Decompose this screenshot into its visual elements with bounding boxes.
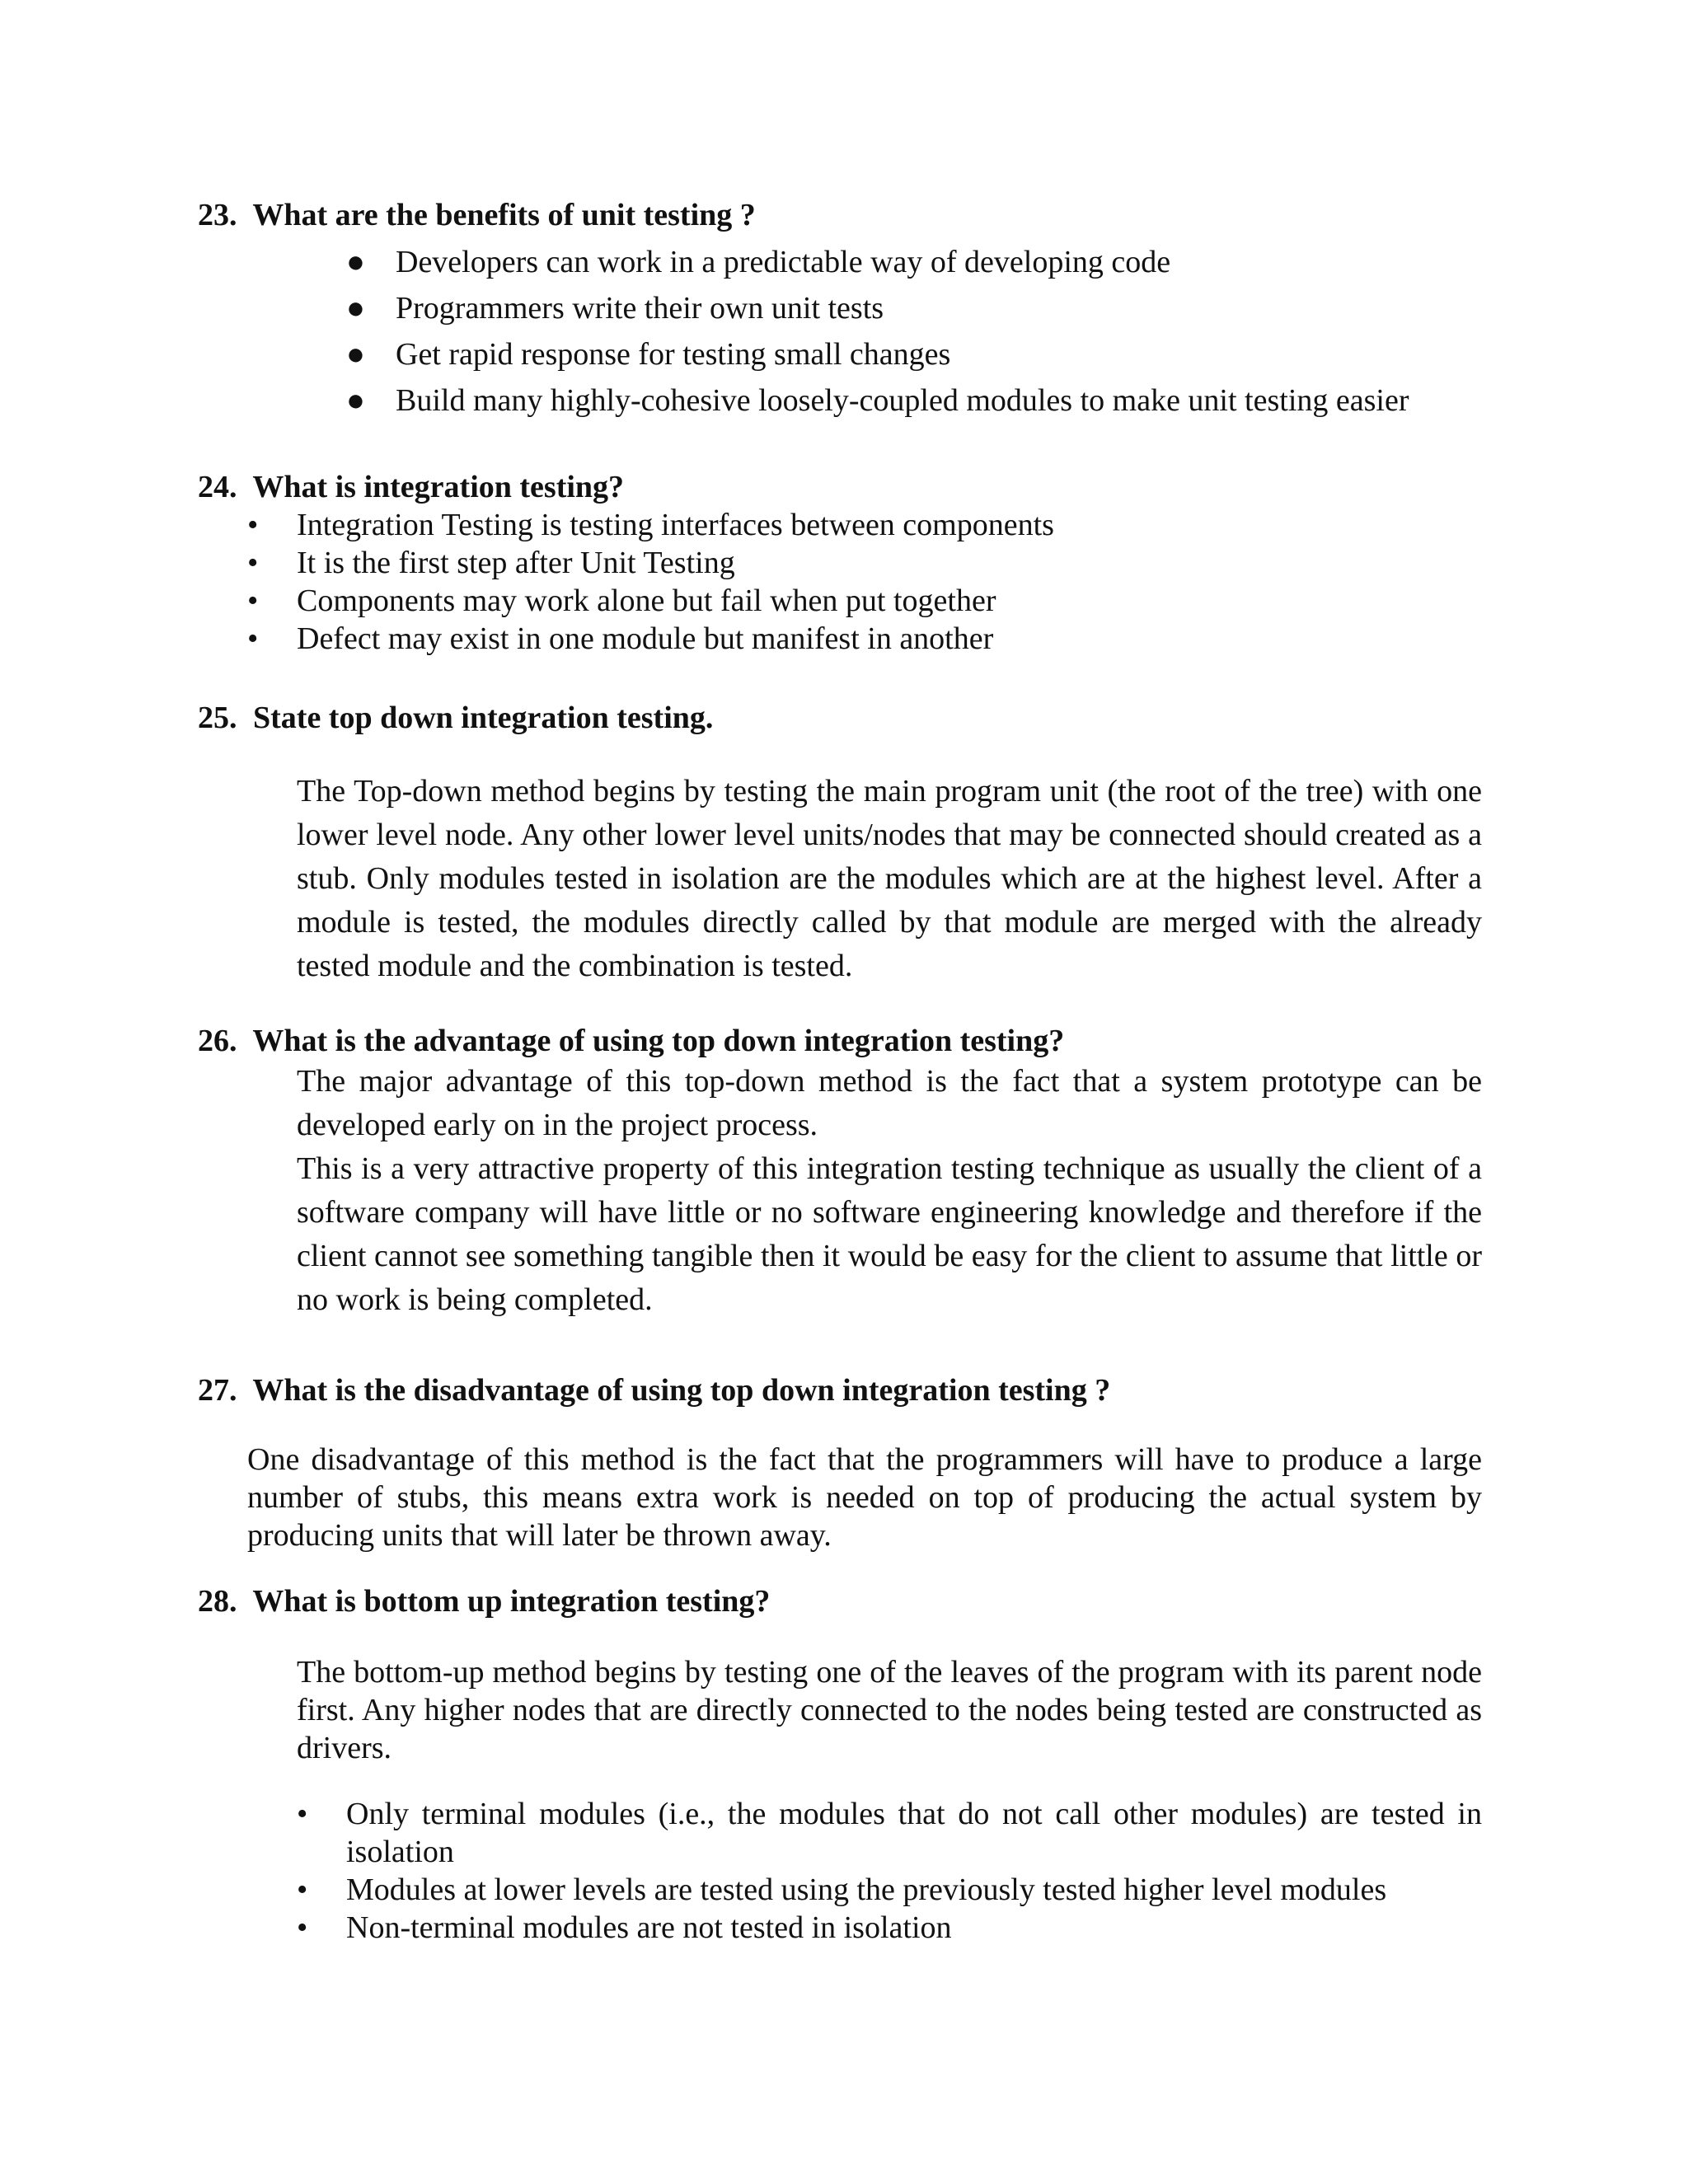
list-item: • It is the first step after Unit Testing — [247, 546, 735, 580]
bullet-icon: • — [297, 1797, 308, 1831]
bullet-icon: • — [297, 1872, 308, 1907]
bullet-icon: • — [297, 1910, 308, 1945]
list-item: ● Get rapid response for testing small changes — [198, 331, 1482, 377]
question-25-heading — [198, 699, 1482, 737]
bullet-dot-icon: ● — [346, 291, 365, 326]
list-item: ● Build many highly-cohesive loosely-coupled modules to make unit testing easier — [198, 377, 1482, 424]
question-23 — [198, 196, 1482, 424]
question-26-heading — [198, 1022, 1482, 1060]
question-28-list — [198, 1795, 1482, 1947]
question-23-heading — [198, 196, 1482, 234]
question-27-title: What is the disadvantage of using top down integration testing ? — [252, 1373, 1111, 1408]
question-23-number: 23. — [198, 198, 237, 232]
question-27 — [198, 1371, 1482, 1554]
list-item: • Non-terminal modules are not tested in isolation — [297, 1910, 952, 1945]
question-25-number: 25. — [198, 701, 237, 735]
question-28-title: What is bottom up integration testing? — [252, 1584, 771, 1619]
question-26 — [198, 1022, 1482, 1322]
question-26-paragraph-2: This is a very attractive property of this integration testing technique as usually the client of a software company will have little or no software engineering knowledge and therefore if the client cannot see something tangible then it would be easy for the client to assume that little or no work is being completed. — [297, 1151, 1482, 1317]
question-24-heading — [198, 468, 1482, 506]
question-26-title: What is the advantage of using top down integration testing? — [252, 1024, 1065, 1058]
question-24-number: 24. — [198, 470, 237, 504]
question-23-list — [198, 239, 1482, 424]
bullet-icon: • — [247, 546, 259, 580]
question-26-paragraph-1: The major advantage of this top-down method is the fact that a system prototype can be developed early on in the project process. — [297, 1064, 1482, 1142]
list-item: • Defect may exist in one module but manifest in another — [247, 621, 994, 656]
question-24-list — [198, 506, 1482, 658]
question-27-heading — [198, 1371, 1482, 1409]
question-24-title: What is integration testing? — [252, 470, 625, 504]
bullet-dot-icon: ● — [346, 245, 365, 279]
question-27-paragraph: One disadvantage of this method is the fact that the programmers will have to produce a large number of stubs, this means extra work is needed on top of producing the actual system by producing units that will later be thrown away. — [247, 1442, 1482, 1553]
list-item: • Modules at lower levels are tested using the previously tested higher level modules — [297, 1872, 1387, 1907]
question-28-paragraph: The bottom-up method begins by testing one of the leaves of the program with its parent node first. Any higher nodes that are directly connected to the nodes being tested are constructed as drivers. — [297, 1655, 1482, 1765]
question-28-number: 28. — [198, 1584, 237, 1619]
bullet-icon: • — [247, 621, 259, 656]
list-item: • Integration Testing is testing interfaces between components — [247, 508, 1054, 542]
list-item: • Only terminal modules (i.e., the modules that do not call other modules) are tested in isolation — [297, 1797, 1482, 1869]
bullet-icon: • — [247, 508, 259, 542]
question-23-title: What are the benefits of unit testing ? — [252, 198, 756, 232]
bullet-icon: • — [247, 583, 259, 618]
question-25-paragraph: The Top-down method begins by testing the main program unit (the root of the tree) with one lower level node. Any other lower level units/nodes that may be connected should created as a stub. Only modules tested in isolation are the modules which are at the highest level. After a module is tested, the modules directly called by that module are merged with the already tested module and the combination is tested. — [297, 774, 1482, 983]
list-item: ● Developers can work in a predictable way of developing code — [198, 239, 1482, 285]
question-25-title: State top down integration testing. — [253, 701, 714, 735]
question-25 — [198, 699, 1482, 988]
list-item: • Components may work alone but fail when put together — [247, 583, 996, 618]
question-24 — [198, 468, 1482, 658]
list-item: ● Programmers write their own unit tests — [198, 285, 1482, 331]
question-28-heading — [198, 1582, 1482, 1620]
bullet-dot-icon: ● — [346, 337, 365, 372]
question-26-number: 26. — [198, 1024, 237, 1058]
question-27-number: 27. — [198, 1373, 237, 1408]
question-28 — [198, 1582, 1482, 1947]
bullet-dot-icon: ● — [346, 383, 365, 418]
